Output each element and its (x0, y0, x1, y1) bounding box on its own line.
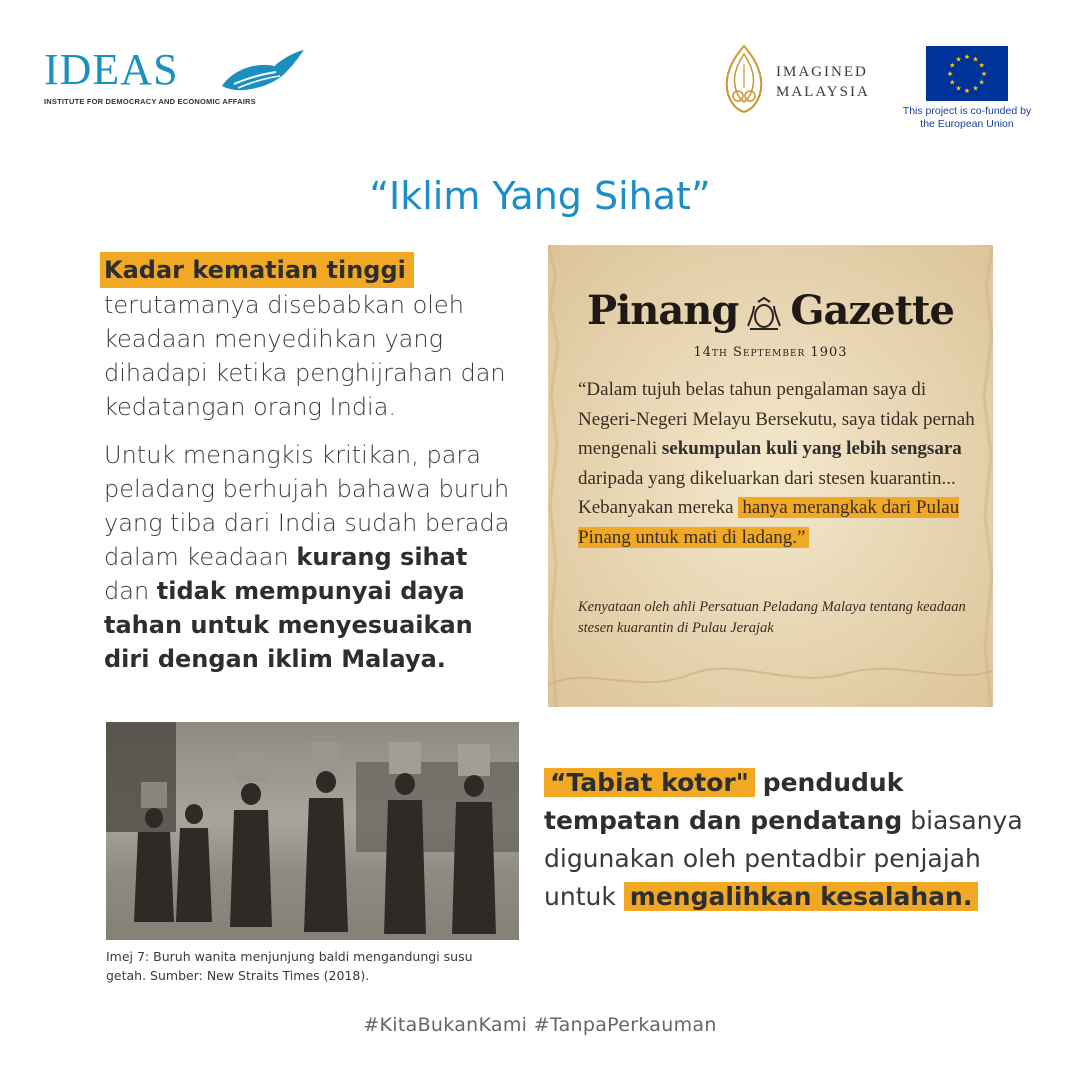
eu-star-icon: ★ (972, 84, 979, 93)
wayang-emblem-icon (722, 44, 766, 114)
quote-highlight: hanya merangkak dari Pulau Pinang untuk mati di ladang.” (578, 497, 960, 548)
eu-star-icon: ★ (978, 78, 985, 87)
photo-caption: Imej 7: Buruh wanita menjunjung baldi mengandungi susu getah. Sumber: New Straits Times (2018). (106, 949, 473, 983)
paragraph-1 (104, 252, 514, 424)
ideas-logo (44, 45, 284, 118)
paragraph-2-text: Untuk menangkis kritikan, para peladang berhujah bahawa buruh yang tiba dari India sudah berada dalam keadaan (104, 441, 510, 571)
highlight-phrase: “Tabiat kotor" (544, 768, 755, 797)
bold-phrase: penduduk tempatan dan pendatang (544, 768, 904, 835)
eu-star-icon: ★ (978, 61, 985, 70)
lead-highlight: Kadar kematian tinggi (100, 252, 414, 288)
paragraph-2 (104, 438, 514, 676)
masthead-left: Pinang (587, 287, 739, 334)
imagined-line: IMAGINED (776, 64, 868, 80)
quote-text: “Dalam tujuh belas tahun pengalaman saya di Negeri-Negeri Melayu Bersekutu, saya tidak pernah mengenali (578, 379, 975, 459)
right-text-block (544, 764, 1024, 916)
right-text: biasanya digunakan oleh pentadbir penjajah untuk (544, 806, 1023, 911)
highlight-phrase: mengalihkan kesalahan. (624, 882, 979, 911)
left-text-block (104, 252, 514, 676)
eu-star-icon: ★ (963, 53, 971, 61)
newspaper-quote (578, 375, 978, 552)
bold-phrase: kurang sihat (296, 543, 468, 571)
paragraph-1-text: terutamanya disebabkan oleh keadaan menyedihkan yang dihadapi ketika penghijrahan dan kedatangan orang India. (104, 291, 506, 421)
hashtags: #KitaBukanKami #TanpaPerkauman (363, 1014, 717, 1036)
newspaper-clipping (548, 245, 993, 707)
royal-crest-icon (744, 296, 784, 332)
bold-phrase: tidak mempunyai daya tahan untuk menyesuaikan diri dengan iklim Malaya. (104, 577, 473, 673)
newspaper-masthead (548, 287, 993, 334)
eu-caption-line: This project is co-funded by (902, 105, 1032, 117)
eu-funding-caption (892, 105, 1042, 130)
historical-photo (106, 722, 519, 940)
ideas-wordmark: IDEAS (44, 45, 179, 94)
newspaper-date: 14th September 1903 (693, 345, 848, 360)
ideas-subtitle: INSTITUTE FOR DEMOCRACY AND ECONOMIC AFFAIRS (44, 97, 256, 106)
eu-flag-icon (926, 46, 1008, 101)
malaysia-line: MALAYSIA (776, 84, 870, 100)
eu-star-icon: ★ (955, 55, 962, 64)
eu-star-icon: ★ (949, 78, 956, 87)
quote-attribution: Kenyataan oleh ahli Persatuan Peladang Malaya tentang keadaan stesen kuarantin di Pulau Jerajak (578, 599, 966, 636)
eu-star-icon: ★ (949, 61, 956, 70)
bird-icon (214, 48, 309, 100)
eu-caption-line: the European Union (920, 117, 1014, 130)
quote-bold: sekumpulan kuli yang lebih sengsara (661, 438, 962, 459)
paragraph-2-text: dan (104, 577, 157, 605)
eu-star-icon: ★ (946, 70, 954, 78)
eu-star-icon: ★ (980, 70, 988, 78)
quote-text: daripada yang dikeluarkan dari stesen kuarantin... Kebanyakan mereka (578, 467, 956, 518)
eu-star-icon: ★ (972, 55, 979, 64)
eu-star-icon: ★ (963, 87, 971, 95)
page-title: “Iklim Yang Sihat” (369, 174, 711, 218)
imagined-malaysia-logo (722, 44, 902, 114)
eu-star-icon: ★ (955, 84, 962, 93)
masthead-right: Gazette (790, 287, 954, 334)
